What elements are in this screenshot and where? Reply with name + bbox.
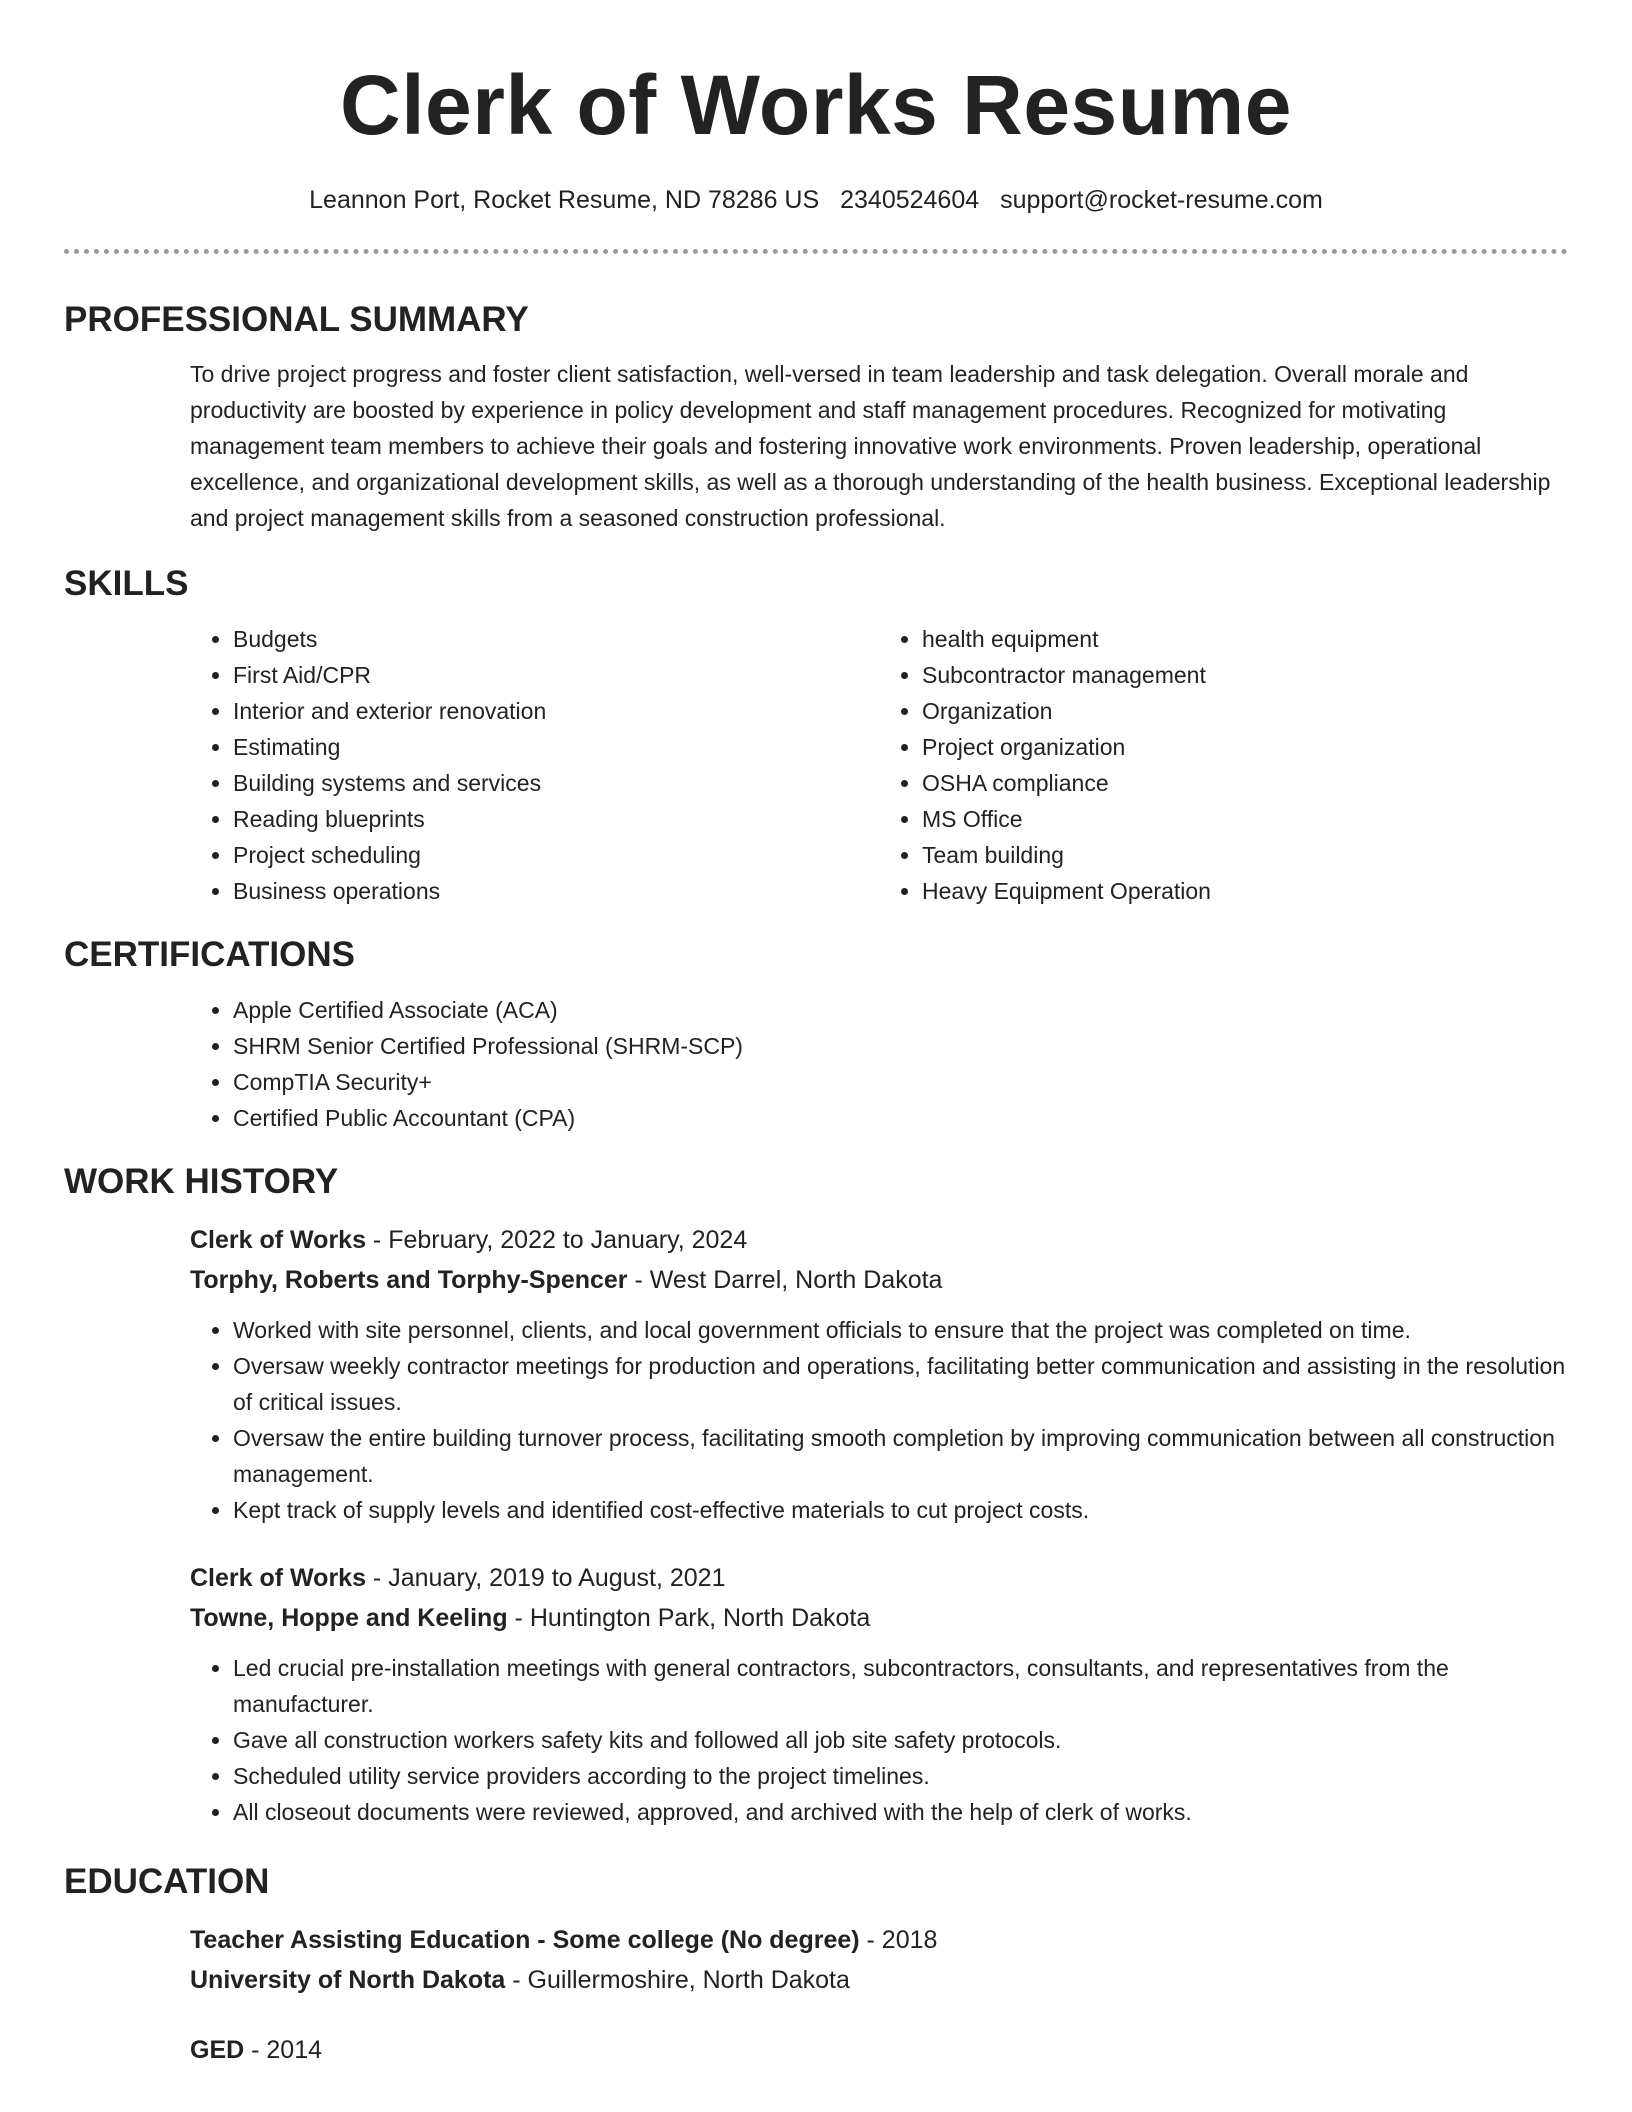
- skill-item: • First Aid/CPR: [233, 657, 879, 693]
- job-duty: • Gave all construction workers safety kits and followed all job site safety protocols.: [233, 1722, 1568, 1758]
- skill-item: • Organization: [922, 693, 1568, 729]
- job-location: - Huntington Park, North Dakota: [507, 1604, 871, 1632]
- certification-item: • CompTIA Security+: [233, 1064, 1568, 1100]
- job-duties-list: [190, 1312, 1568, 1528]
- skill-item: • Project organization: [922, 729, 1568, 765]
- skill-item: • Budgets: [233, 621, 879, 657]
- education-degree: GED: [190, 2036, 245, 2064]
- skill-item: • Reading blueprints: [233, 801, 879, 837]
- skill-item: • Team building: [922, 837, 1568, 873]
- job-duty: • Oversaw the entire building turnover process, facilitating smooth completion by improving communication between all construction management.: [233, 1420, 1568, 1492]
- job-title-line: [190, 1220, 1568, 1260]
- job-company: Towne, Hoppe and Keeling: [190, 1604, 508, 1632]
- job-duty: • Kept track of supply levels and identified cost-effective materials to cut project costs.: [233, 1492, 1568, 1528]
- work-history-heading: WORK HISTORY: [64, 1162, 339, 1201]
- education-school-line: [190, 1960, 1568, 2000]
- certification-item: • SHRM Senior Certified Professional (SHRM-SCP): [233, 1028, 1568, 1064]
- skill-item: • Estimating: [233, 729, 879, 765]
- job-dates: - February, 2022 to January, 2024: [365, 1226, 748, 1254]
- contact-line: [64, 184, 1568, 216]
- job-duty: • All closeout documents were reviewed, approved, and archived with the help of clerk of works.: [233, 1794, 1568, 1830]
- education-school: University of North Dakota: [190, 1966, 506, 1994]
- header-divider: [64, 249, 1568, 254]
- skills-heading: SKILLS: [64, 564, 189, 603]
- certifications-heading: CERTIFICATIONS: [64, 935, 356, 974]
- skill-item: • MS Office: [922, 801, 1568, 837]
- education-degree-line: [190, 2030, 1568, 2070]
- contact-address: Leannon Port, Rocket Resume, ND 78286 US: [309, 186, 820, 214]
- skills-list: [64, 621, 1568, 909]
- job-duty: • Scheduled utility service providers according to the project timelines.: [233, 1758, 1568, 1794]
- certification-item: • Apple Certified Associate (ACA): [233, 992, 1568, 1028]
- certification-item: • Certified Public Accountant (CPA): [233, 1100, 1568, 1136]
- contact-email[interactable]: support@rocket-resume.com: [1000, 186, 1323, 214]
- contact-phone: 2340524604: [840, 186, 980, 214]
- job-entry: [64, 1220, 1568, 1528]
- education-location: - Guillermoshire, North Dakota: [505, 1966, 850, 1994]
- job-duty: • Oversaw weekly contractor meetings for production and operations, facilitating better communication and assisting in the resolution of critical issues.: [233, 1348, 1568, 1420]
- job-company-line: [190, 1598, 1568, 1638]
- skill-item: • Business operations: [233, 873, 879, 909]
- skills-column-right: [879, 621, 1568, 909]
- summary-text: To drive project progress and foster client satisfaction, well-versed in team leadership and task delegation. Overall morale and productivity are boosted by experience in policy development and staff management procedures. Recognized for motivating management team members to achieve their goals and fostering innovative work environments. Proven leadership, operational excellence, and organizational development skills, as well as a thorough understanding of the health business. Exceptional leadership and project management skills from a seasoned construction professional.: [190, 361, 1551, 531]
- job-entry: [64, 1558, 1568, 1830]
- skill-item: • Subcontractor management: [922, 657, 1568, 693]
- skill-item: • OSHA compliance: [922, 765, 1568, 801]
- education-heading: EDUCATION: [64, 1862, 270, 1901]
- skill-item: • Heavy Equipment Operation: [922, 873, 1568, 909]
- education-entry: [64, 1920, 1568, 2000]
- education-year: - 2018: [859, 1926, 938, 1954]
- skill-item: • Interior and exterior renovation: [233, 693, 879, 729]
- job-title: Clerk of Works: [190, 1564, 366, 1592]
- skill-item: • health equipment: [922, 621, 1568, 657]
- job-duties-list: [190, 1650, 1568, 1830]
- certifications-list: [190, 992, 1568, 1136]
- education-degree: Teacher Assisting Education - Some college (No degree): [190, 1926, 860, 1954]
- summary-heading: PROFESSIONAL SUMMARY: [64, 300, 529, 339]
- job-company: Torphy, Roberts and Torphy-Spencer: [190, 1266, 628, 1294]
- job-duty: • Worked with site personnel, clients, and local government officials to ensure that the project was completed on time.: [233, 1312, 1568, 1348]
- education-year: - 2014: [244, 2036, 323, 2064]
- job-title: Clerk of Works: [190, 1226, 366, 1254]
- resume-title: Clerk of Works Resume: [340, 58, 1292, 152]
- skill-item: • Building systems and services: [233, 765, 879, 801]
- job-dates: - January, 2019 to August, 2021: [365, 1564, 726, 1592]
- skills-column-left: [190, 621, 879, 909]
- job-company-line: [190, 1260, 1568, 1300]
- job-duty: • Led crucial pre-installation meetings with general contractors, subcontractors, consultants, and representatives from the manufacturer.: [233, 1650, 1568, 1722]
- skill-item: • Project scheduling: [233, 837, 879, 873]
- job-title-line: [190, 1558, 1568, 1598]
- job-location: - West Darrel, North Dakota: [627, 1266, 943, 1294]
- education-degree-line: [190, 1920, 1568, 1960]
- education-entry: [64, 2030, 1568, 2070]
